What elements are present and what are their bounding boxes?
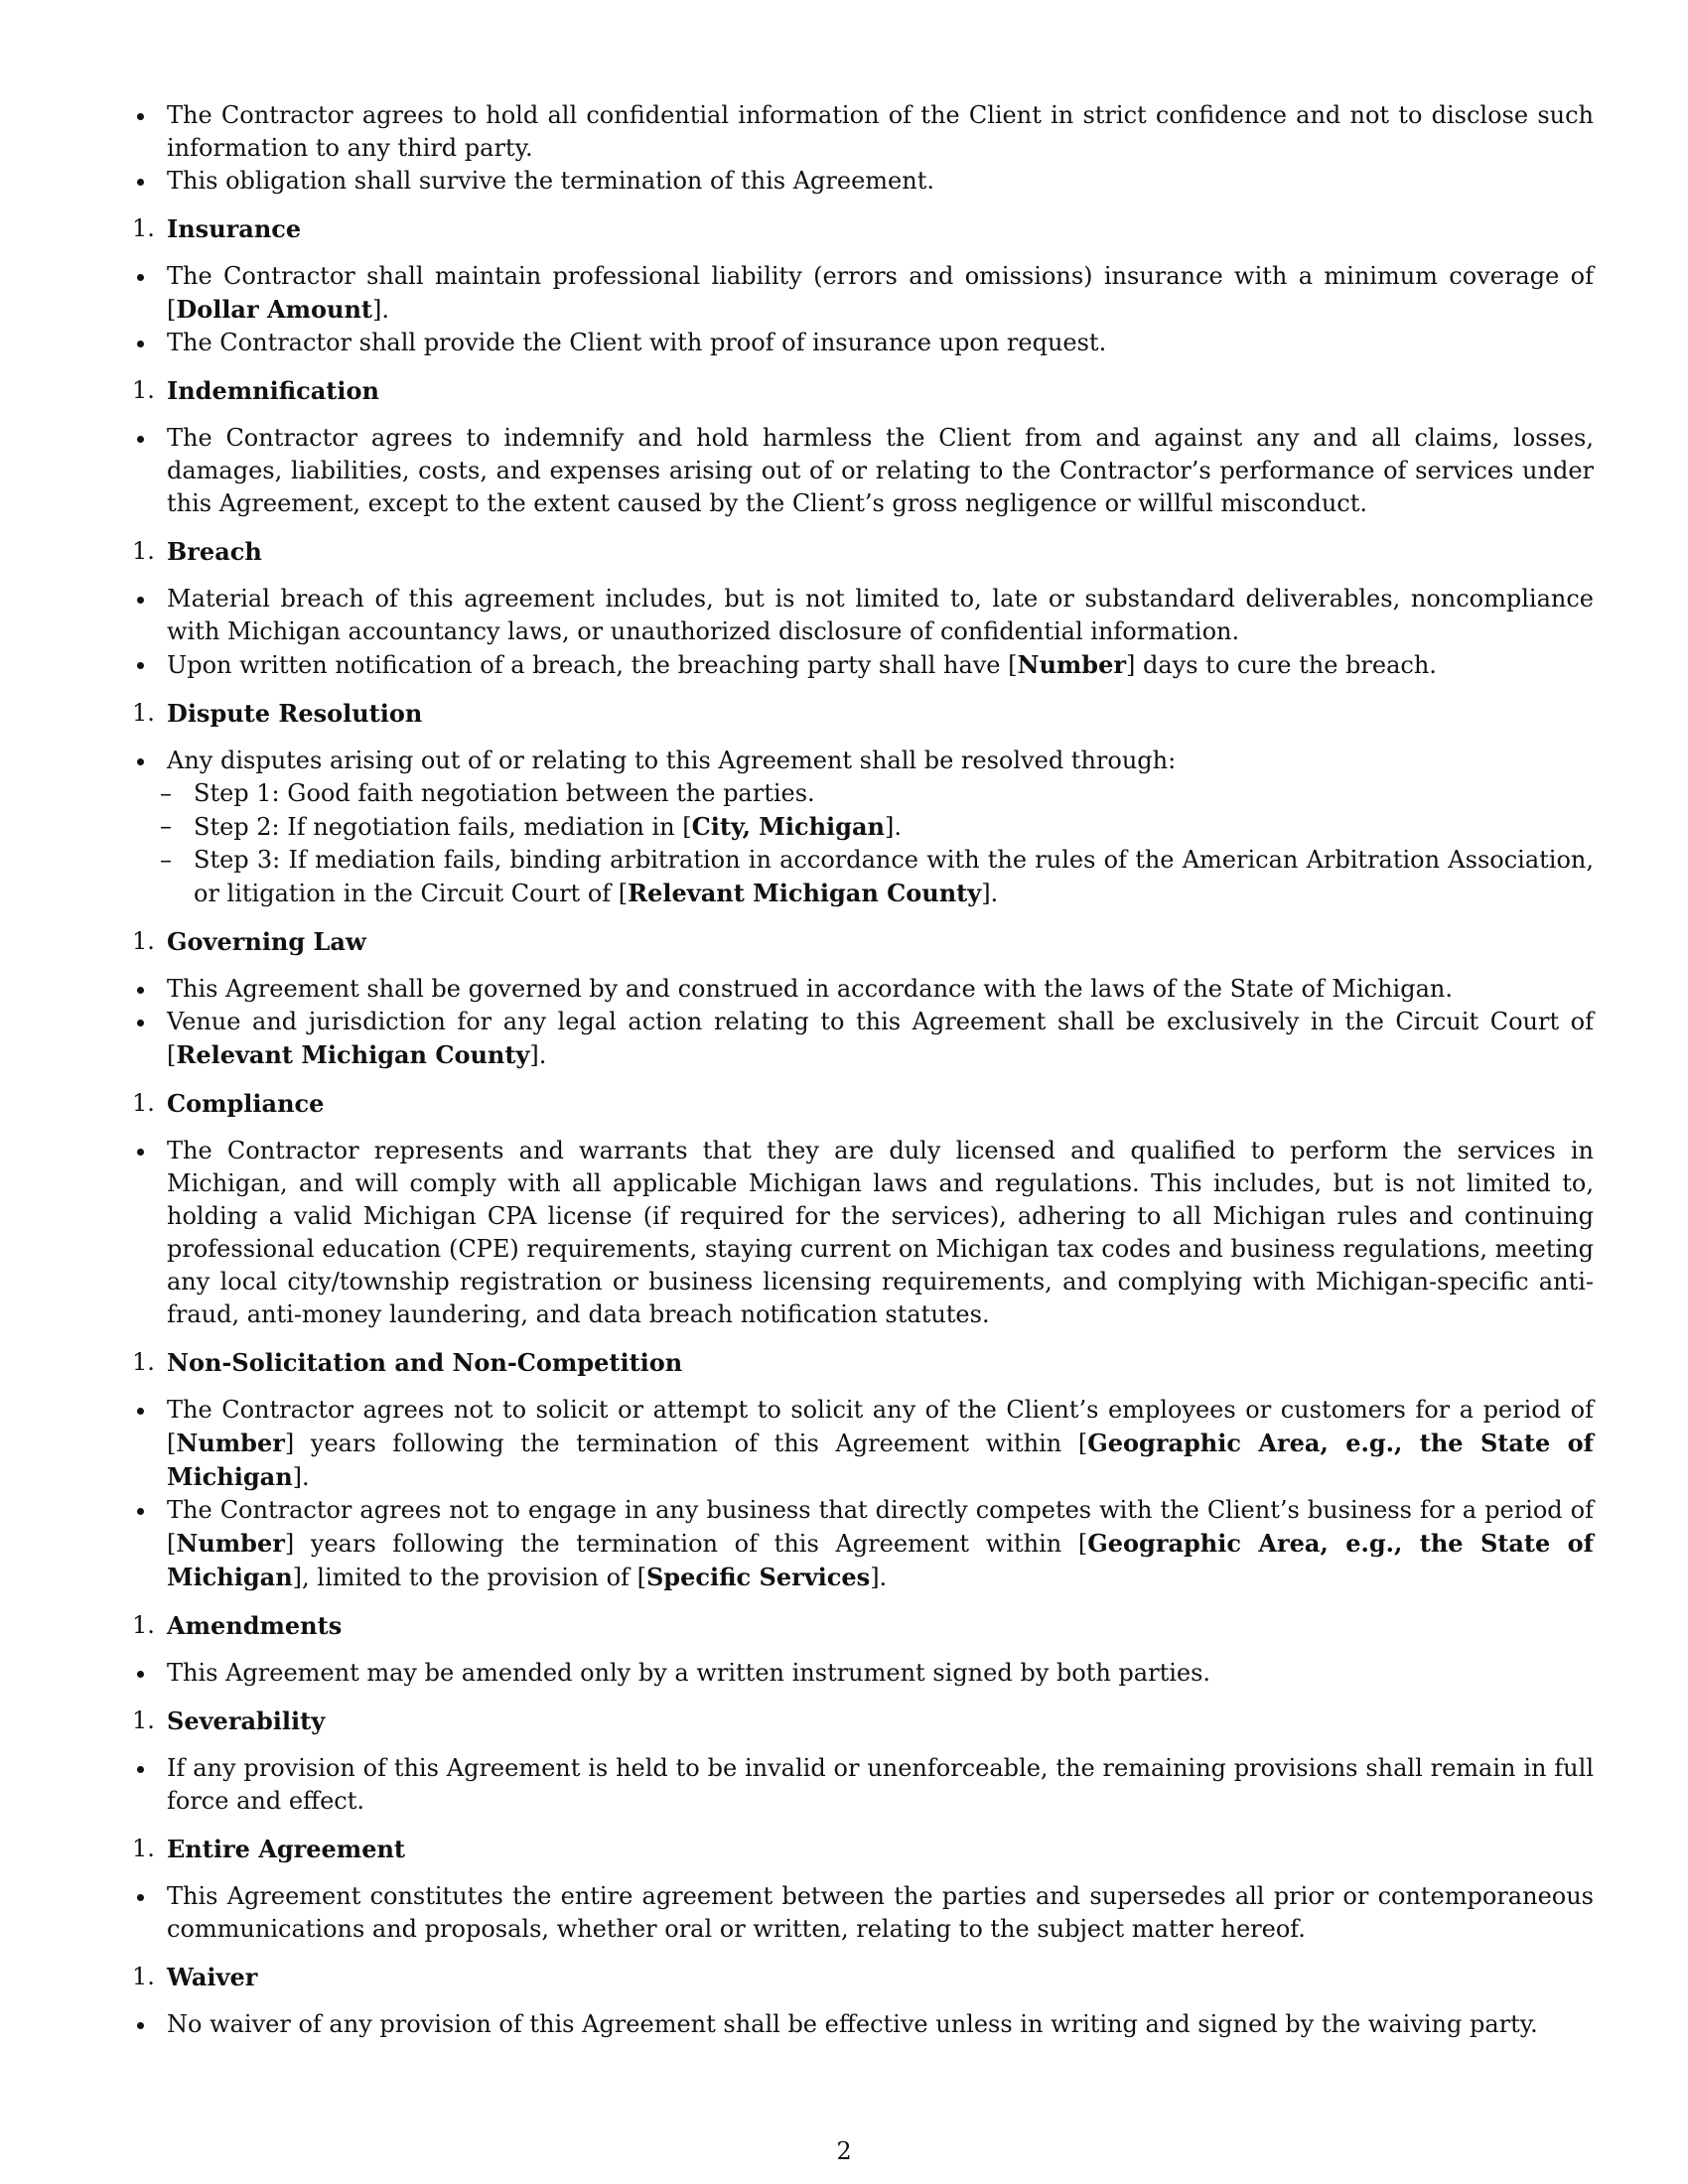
section-title: Indemnification	[167, 376, 379, 405]
text-run: The Contractor represents and warrants that they are duly licensed and qualified to perform the services in Michigan, and will comply with all applicable Michigan laws and regulations. This includes, but is not limited to, holding a valid Michigan CPA license (if required for the services), adhering to all Michigan rules and continuing professional education (CPE) requirements, staying current on Michigan tax codes and business regulations, meeting any local city/township registration or business licensing requirements, and complying with Michigan-specific anti-fraud, anti-money laundering, and data breach notification statutes.	[167, 1137, 1594, 1328]
section-bullets	[132, 1135, 1594, 1331]
section-heading-list	[132, 1087, 1594, 1121]
page-number: 2	[836, 2137, 852, 2165]
text-run: [	[167, 1041, 177, 1069]
text-run: [	[167, 1430, 177, 1457]
section-bullets	[132, 1394, 1594, 1594]
list-item	[132, 973, 1594, 1006]
section-heading-list	[132, 1609, 1594, 1643]
list-item	[132, 422, 1594, 520]
section-heading	[132, 535, 1594, 569]
section-bullets	[132, 583, 1594, 682]
text-run: If any provision of this Agreement is held to be invalid or unenforceable, the remaining provisions shall remain in full force and effect.	[167, 1754, 1594, 1815]
placeholder-field: City, Michigan	[691, 812, 885, 841]
list-item	[132, 260, 1594, 327]
text-run: ].	[870, 1564, 888, 1591]
section-number: 1.	[132, 1611, 155, 1639]
placeholder-field: Number	[176, 1529, 285, 1558]
text-run: This obligation shall survive the termination of this Agreement.	[167, 167, 934, 195]
dash-marker: –	[160, 812, 172, 840]
section-heading	[132, 212, 1594, 246]
section-heading-list	[132, 212, 1594, 246]
step-item	[132, 844, 1594, 910]
section-heading-list	[132, 1705, 1594, 1738]
agreement-body	[132, 99, 1594, 2041]
text-run: ].	[529, 1041, 547, 1069]
step-item	[132, 777, 1594, 810]
text-run: ].	[372, 296, 389, 324]
text-run: ].	[292, 1463, 310, 1491]
section-number: 1.	[132, 376, 155, 404]
placeholder-field: Relevant Michigan County	[176, 1040, 530, 1069]
placeholder-field: Geographic Area, e.g., the State of Michigan	[167, 1429, 1594, 1491]
section-number: 1.	[132, 214, 155, 242]
section-heading	[132, 925, 1594, 959]
section-heading-list	[132, 1961, 1594, 1994]
section-number: 1.	[132, 1963, 155, 1990]
section-heading	[132, 697, 1594, 731]
section-number: 1.	[132, 1835, 155, 1862]
dash-marker: –	[160, 846, 172, 874]
section-title: Dispute Resolution	[167, 699, 423, 728]
step-item	[132, 810, 1594, 844]
text-run: This Agreement shall be governed by and construed in accordance with the laws of the State of Michigan.	[167, 975, 1453, 1003]
text-run: This Agreement constitutes the entire agreement between the parties and supersedes all prior or contemporaneous communications and proposals, whether oral or written, relating to the subject matter hereof.	[167, 1882, 1594, 1943]
text-run: Venue and jurisdiction for any legal action relating to this Agreement shall be exclusively in the Circuit Court of	[167, 1008, 1594, 1035]
section-heading	[132, 1346, 1594, 1380]
text-run: [	[167, 296, 177, 324]
section-title: Waiver	[167, 1963, 258, 1991]
placeholder-field: Geographic Area, e.g., the State of Michigan	[167, 1529, 1594, 1591]
section-title: Entire Agreement	[167, 1835, 405, 1863]
section-heading	[132, 1961, 1594, 1994]
list-item	[132, 1880, 1594, 1946]
section-number: 1.	[132, 927, 155, 955]
text-run: [	[1077, 1430, 1088, 1457]
section-title: Amendments	[167, 1611, 343, 1640]
text-run: No waiver of any provision of this Agreement shall be effective unless in writing and signed by the waiving party.	[167, 2010, 1538, 2038]
text-run: ].	[981, 880, 999, 907]
text-run: [	[1008, 651, 1018, 679]
placeholder-field: Dollar Amount	[176, 295, 372, 324]
text-run: ], limited to the provision of	[292, 1564, 637, 1591]
list-item	[132, 327, 1594, 359]
section-heading-list	[132, 1833, 1594, 1866]
list-item	[132, 583, 1594, 648]
list-item	[132, 1657, 1594, 1690]
list-item	[132, 2008, 1594, 2041]
section-title: Severability	[167, 1706, 326, 1735]
text-run: The Contractor agrees to hold all confidential information of the Client in strict confidence and not to disclose such information to any third party.	[167, 101, 1594, 162]
list-item	[132, 648, 1594, 682]
section-title: Governing Law	[167, 927, 366, 956]
section-heading	[132, 1609, 1594, 1643]
text-run: ] years following the termination of this Agreement within	[284, 1530, 1078, 1558]
section-number: 1.	[132, 699, 155, 727]
text-run: Any disputes arising out of or relating to this Agreement shall be resolved through:	[167, 747, 1177, 774]
text-run: This Agreement may be amended only by a written instrument signed by both parties.	[167, 1659, 1211, 1687]
text-run: The Contractor shall provide the Client with proof of insurance upon request.	[167, 329, 1107, 356]
text-run: Upon written notification of a breach, the breaching party shall have	[167, 651, 1009, 679]
text-run: ] years following the termination of this Agreement within	[284, 1430, 1078, 1457]
section-bullets	[132, 973, 1594, 1072]
placeholder-field: Relevant Michigan County	[628, 879, 982, 907]
section-title: Compliance	[167, 1089, 325, 1118]
list-item	[132, 165, 1594, 198]
dash-marker: –	[160, 779, 172, 807]
section-heading	[132, 374, 1594, 408]
section-bullets	[132, 1752, 1594, 1818]
section-bullets	[132, 1880, 1594, 1946]
text-run: Step 1: Good faith negotiation between the parties.	[194, 779, 815, 807]
text-run: Step 3: If mediation fails, binding arbitration in accordance with the rules of the American Arbitration Association, or litigation in the Circuit Court of	[194, 846, 1594, 907]
text-run: The Contractor agrees to indemnify and hold harmless the Client from and against any and all claims, losses, damages, liabilities, costs, and expenses arising out of or relating to the Contractor’s performance of services under this Agreement, except to the extent caused by the Client’s gross negligence or willful misconduct.	[167, 424, 1594, 517]
section-title: Breach	[167, 537, 262, 566]
section-heading-list	[132, 925, 1594, 959]
placeholder-field: Number	[176, 1429, 285, 1457]
text-run: Step 2: If negotiation fails, mediation in	[194, 813, 683, 841]
section-heading-list	[132, 535, 1594, 569]
text-run: [	[618, 880, 629, 907]
section-title: Insurance	[167, 214, 302, 243]
list-item	[132, 1135, 1594, 1331]
section-heading	[132, 1087, 1594, 1121]
section-bullets	[132, 260, 1594, 359]
placeholder-field: Specific Services	[645, 1563, 871, 1591]
section-bullets	[132, 745, 1594, 777]
text-run: [	[682, 813, 692, 841]
confidentiality-bullets	[132, 99, 1594, 198]
list-item	[132, 1494, 1594, 1594]
section-bullets	[132, 2008, 1594, 2041]
section-number: 1.	[132, 1706, 155, 1734]
list-item	[132, 745, 1594, 777]
list-item	[132, 1752, 1594, 1818]
text-run: Material breach of this agreement includes, but is not limited to, late or substandard deliverables, noncompliance with Michigan accountancy laws, or unauthorized disclosure of confidential information.	[167, 585, 1594, 645]
text-run: The Contractor shall maintain professional liability (errors and omissions) insurance with a minimum coverage of	[167, 262, 1594, 290]
section-number: 1.	[132, 1348, 155, 1376]
section-heading-list	[132, 697, 1594, 731]
text-run: The Contractor agrees not to engage in any business that directly competes with the Client’s business for a period of	[167, 1496, 1594, 1524]
section-title: Non-Solicitation and Non-Competition	[167, 1348, 683, 1377]
section-number: 1.	[132, 1089, 155, 1117]
text-run: ].	[884, 813, 902, 841]
list-item	[132, 1394, 1594, 1494]
section-heading-list	[132, 374, 1594, 408]
step-list	[132, 777, 1594, 910]
section-heading	[132, 1705, 1594, 1738]
section-heading-list	[132, 1346, 1594, 1380]
section-bullets	[132, 1657, 1594, 1690]
section-heading	[132, 1833, 1594, 1866]
text-run: [	[636, 1564, 646, 1591]
list-item	[132, 99, 1594, 165]
text-run: The Contractor agrees not to solicit or attempt to solicit any of the Client’s employees or customers for a period of	[167, 1396, 1594, 1424]
text-run: ] days to cure the breach.	[1126, 651, 1437, 679]
text-run: [	[167, 1530, 177, 1558]
section-bullets	[132, 422, 1594, 520]
section-number: 1.	[132, 537, 155, 565]
placeholder-field: Number	[1017, 650, 1126, 679]
list-item	[132, 1006, 1594, 1072]
text-run: [	[1077, 1530, 1088, 1558]
